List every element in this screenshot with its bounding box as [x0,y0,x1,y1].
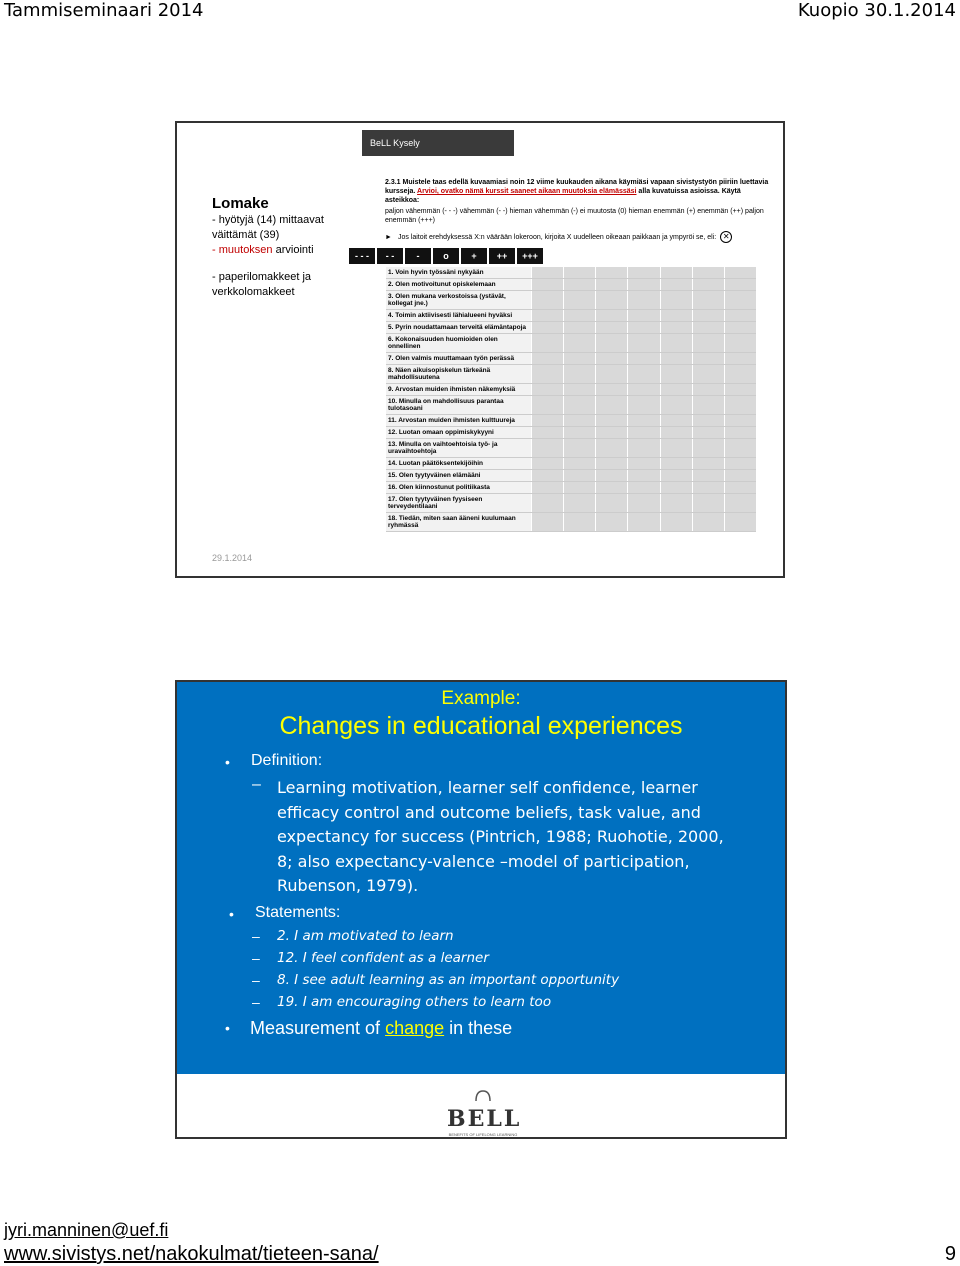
answer-cell[interactable] [724,415,756,426]
statement-item: 19. I am encouraging others to learn too [277,994,552,1010]
survey-question: 2.3.1 Muistele taas edellä kuvaamiasi noin 12 viime kuukauden aikana käymiäsi vapaan sivistystyön piiriin luettavia kursseja. Arvioi, ovatko nämä kurssit saaneet aikaan muutoksia elämässäsi alla kuvatuissa asioissa. Käytä asteikkoa: [385,179,769,204]
answer-cell[interactable] [531,482,563,493]
survey-item-row [386,334,756,353]
survey-item-row [386,482,756,494]
slide1-red-line: - muutoksen arviointi [212,244,314,256]
answer-cell[interactable] [660,470,692,481]
statement-item: 2. I am motivated to learn [277,928,454,944]
answer-cell[interactable] [563,458,595,469]
answer-cell[interactable] [627,458,659,469]
answer-cell[interactable] [692,365,724,383]
slide1-date: 29.1.2014 [212,553,253,563]
survey-items [386,267,756,532]
survey-answer-cells[interactable] [531,267,756,278]
survey-answer-cells[interactable] [531,365,756,383]
answer-cell[interactable] [627,267,659,278]
answer-cell[interactable] [724,365,756,383]
change-link: change [385,1018,445,1038]
answer-cell[interactable] [627,353,659,364]
answer-cell[interactable] [692,310,724,321]
survey-item-row [386,384,756,396]
answer-cell[interactable] [660,353,692,364]
answer-cell[interactable] [595,427,627,438]
answer-cell[interactable] [595,513,627,531]
bullet-icon: • [225,1020,230,1036]
survey-item-label: 11. Arvostan muiden ihmisten kulttuureja [386,415,531,426]
answer-cell[interactable] [531,415,563,426]
answer-cell[interactable] [660,322,692,333]
answer-cell[interactable] [627,310,659,321]
answer-cell[interactable] [724,322,756,333]
survey-answer-cells[interactable] [531,494,756,512]
answer-cell[interactable] [563,353,595,364]
answer-cell[interactable] [531,439,563,457]
answer-cell[interactable] [627,322,659,333]
answer-cell[interactable] [563,415,595,426]
statement-item: 8. I see adult learning as an important opportunity [277,972,620,988]
survey-item-label: 15. Olen tyytyväinen elämääni [386,470,531,481]
answer-cell[interactable] [595,415,627,426]
slide2-example-title: Example: [441,688,521,709]
survey-answer-cells[interactable] [531,310,756,321]
circled-x-icon: ✕ [720,231,732,243]
answer-cell[interactable] [660,458,692,469]
answer-cell[interactable] [692,513,724,531]
answer-cell[interactable] [660,415,692,426]
answer-cell[interactable] [660,384,692,395]
answer-cell[interactable] [595,353,627,364]
answer-cell[interactable] [627,365,659,383]
answer-cell[interactable] [531,291,563,309]
survey-item-label: 2. Olen motivoitunut opiskelemaan [386,279,531,290]
answer-cell[interactable] [660,267,692,278]
answer-cell[interactable] [531,322,563,333]
dash-icon: – [252,972,260,988]
scale-cell: - [405,248,431,264]
slide2-subtitle: Changes in educational experiences [279,712,683,740]
answer-cell[interactable] [692,439,724,457]
answer-cell[interactable] [724,458,756,469]
answer-cell[interactable] [692,384,724,395]
answer-cell[interactable] [724,494,756,512]
dash-icon: – [252,994,260,1010]
answer-cell[interactable] [660,482,692,493]
dash-icon: – [252,950,260,966]
answer-cell[interactable] [724,310,756,321]
answer-cell[interactable] [627,482,659,493]
answer-cell[interactable] [595,482,627,493]
survey-item-label: 5. Pyrin noudattamaan terveitä elämäntapoja [386,322,531,333]
survey-item-label: 9. Arvostan muiden ihmisten näkemyksiä [386,384,531,395]
answer-cell[interactable] [692,396,724,414]
slide2-content [177,682,785,1074]
statements-label: Statements: [255,904,341,921]
answer-cell[interactable] [724,353,756,364]
survey-scale-text: paljon vähemmän (- - -) vähemmän (- -) hieman vähemmän (-) ei muutosta (0) hieman enemmän (+) enemmän (++) paljon enemmän (+++) [385,208,764,224]
scale-cell: - - - [349,248,375,264]
answer-cell[interactable] [531,353,563,364]
answer-cell[interactable] [724,279,756,290]
scale-cell: ++ [489,248,515,264]
header-right: Kuopio 30.1.2014 [797,0,956,21]
scale-cell: + [461,248,487,264]
answer-cell[interactable] [563,513,595,531]
answer-cell[interactable] [724,267,756,278]
answer-cell[interactable] [595,267,627,278]
scale-cell: o [433,248,459,264]
answer-cell[interactable] [692,353,724,364]
survey-item-label: 17. Olen tyytyväinen fyysiseen terveydentilaani [386,494,531,512]
survey-answer-cells[interactable] [531,322,756,333]
survey-item-label: 7. Olen valmis muuttamaan työn perässä [386,353,531,364]
answer-cell[interactable] [627,439,659,457]
answer-cell[interactable] [627,470,659,481]
survey-item-row [386,458,756,470]
answer-cell[interactable] [531,267,563,278]
answer-cell[interactable] [595,470,627,481]
answer-cell[interactable] [627,427,659,438]
answer-cell[interactable] [724,427,756,438]
survey-item-label: 14. Luotan päätöksentekijöihin [386,458,531,469]
survey-item-row [386,291,756,310]
answer-cell[interactable] [531,384,563,395]
answer-cell[interactable] [627,384,659,395]
slide1-line-1: - hyötyjä (14) mittaavat väittämät (39) [212,214,324,241]
survey-item-label: 16. Olen kiinnostunut politiikasta [386,482,531,493]
answer-cell[interactable] [627,513,659,531]
answer-cell[interactable] [563,439,595,457]
answer-cell[interactable] [563,334,595,352]
slide-example [175,680,787,1139]
answer-cell[interactable] [563,384,595,395]
answer-cell[interactable] [660,310,692,321]
answer-cell[interactable] [563,470,595,481]
answer-cell[interactable] [563,267,595,278]
answer-cell[interactable] [724,439,756,457]
answer-cell[interactable] [692,458,724,469]
answer-cell[interactable] [531,427,563,438]
survey-item-row [386,427,756,439]
survey-answer-cells[interactable] [531,279,756,290]
answer-cell[interactable] [627,291,659,309]
slide1-line-2: - paperilomakkeet ja verkkolomakkeet [212,271,312,298]
measurement-text: Measurement of change in these [250,1018,513,1038]
survey-item-row [386,353,756,365]
answer-cell[interactable] [595,384,627,395]
answer-cell[interactable] [595,439,627,457]
survey-item-label: 3. Olen mukana verkostoissa (ystävät, kollegat jne.) [386,291,531,309]
survey-instruction: ► Jos laitoit erehdyksessä X:n väärään lokeroon, kirjoita X uudelleen oikeaan paikkaan ja ympyröi se, eli: ✕ [385,231,775,243]
answer-cell[interactable] [724,470,756,481]
survey-item-label: 8. Näen aikuisopiskelun tärkeänä mahdollisuutena [386,365,531,383]
survey-answer-cells[interactable] [531,353,756,364]
survey-answer-cells[interactable] [531,291,756,309]
answer-cell[interactable] [595,310,627,321]
answer-cell[interactable] [595,322,627,333]
survey-item-row [386,439,756,458]
answer-cell[interactable] [595,334,627,352]
bell-banner: BeLL Kysely [362,130,514,156]
answer-cell[interactable] [627,396,659,414]
answer-cell[interactable] [563,494,595,512]
answer-cell[interactable] [595,291,627,309]
answer-cell[interactable] [660,494,692,512]
answer-cell[interactable] [692,291,724,309]
answer-cell[interactable] [692,267,724,278]
survey-item-row [386,494,756,513]
survey-answer-cells[interactable] [531,384,756,395]
survey-answer-cells[interactable] [531,470,756,481]
survey-item-label: 4. Toimin aktiivisesti lähialueeni hyväksi [386,310,531,321]
answer-cell[interactable] [531,365,563,383]
survey-item-row [386,365,756,384]
bell-logo: BELL BENEFITS OF LIFELONG LEARNING [447,1088,519,1128]
dash-icon: – [252,776,261,793]
answer-cell[interactable] [660,279,692,290]
answer-cell[interactable] [595,494,627,512]
survey-answer-cells[interactable] [531,334,756,352]
answer-cell[interactable] [563,396,595,414]
answer-cell[interactable] [724,291,756,309]
definition-label: Definition: [251,752,323,769]
survey-item-label: 10. Minulla on mahdollisuus parantaa tulotasoani [386,396,531,414]
bell-shape-icon [468,1089,498,1101]
answer-cell[interactable] [563,291,595,309]
survey-item-label: 18. Tiedän, miten saan ääneni kuulumaan ryhmässä [386,513,531,531]
answer-cell[interactable] [531,458,563,469]
survey-item-label: 6. Kokonaisuuden huomioiden olen onnellinen [386,334,531,352]
answer-cell[interactable] [660,439,692,457]
answer-cell[interactable] [692,482,724,493]
answer-cell[interactable] [692,415,724,426]
bullet-icon: • [225,754,230,770]
answer-cell[interactable] [531,470,563,481]
survey-answer-cells[interactable] [531,396,756,414]
survey-answer-cells[interactable] [531,458,756,469]
answer-cell[interactable] [660,365,692,383]
bullet-icon: • [229,906,234,922]
survey-item-row [386,470,756,482]
survey-item-row [386,513,756,532]
scale-cell: +++ [517,248,543,264]
answer-cell[interactable] [531,279,563,290]
answer-cell[interactable] [692,427,724,438]
survey-item-label: 13. Minulla on vaihtoehtoisia työ- ja uravaihtoehtoja [386,439,531,457]
slide1-text [212,196,352,300]
survey-item-row [386,310,756,322]
survey-answer-cells[interactable] [531,513,756,531]
dash-icon: – [252,928,260,944]
survey-header [385,178,775,243]
answer-cell[interactable] [692,334,724,352]
scale-cell: - - [377,248,403,264]
slide-lomake [175,121,785,578]
answer-cell[interactable] [724,482,756,493]
answer-cell[interactable] [531,334,563,352]
answer-cell[interactable] [531,494,563,512]
answer-cell[interactable] [692,322,724,333]
page-number: 9 [944,1243,956,1265]
statement-item: 12. I feel confident as a learner [277,950,489,966]
survey-item-label: 1. Voin hyvin työssäni nykyään [386,267,531,278]
answer-cell[interactable] [660,396,692,414]
answer-cell[interactable] [660,513,692,531]
answer-cell[interactable] [531,513,563,531]
answer-cell[interactable] [724,334,756,352]
answer-cell[interactable] [563,427,595,438]
survey-item-label: 12. Luotan omaan oppimiskykyyni [386,427,531,438]
answer-cell[interactable] [627,494,659,512]
answer-cell[interactable] [724,384,756,395]
answer-cell[interactable] [627,279,659,290]
definition-text: Learning motivation, learner self confidence, learner efficacy control and outcome beliefs, task value, and expectancy for success (Pintrich, 1988; Ruohotie, 2000, 8; also expectancy-valence –model of participation, Rubenson, 1979). [277,778,724,895]
answer-cell[interactable] [563,322,595,333]
answer-cell[interactable] [627,334,659,352]
survey-scale-header [349,248,543,264]
answer-cell[interactable] [531,396,563,414]
answer-cell[interactable] [692,494,724,512]
slide1-title: Lomake [212,195,269,212]
slide1-red-word: muutoksen [218,244,273,256]
answer-cell[interactable] [627,415,659,426]
answer-cell[interactable] [595,458,627,469]
survey-answer-cells[interactable] [531,415,756,426]
answer-cell[interactable] [563,365,595,383]
answer-cell[interactable] [692,470,724,481]
answer-cell[interactable] [660,334,692,352]
survey-item-row [386,322,756,334]
survey-answer-cells[interactable] [531,439,756,457]
answer-cell[interactable] [595,396,627,414]
answer-cell[interactable] [660,427,692,438]
answer-cell[interactable] [660,291,692,309]
arrow-right-icon: ► [385,233,392,241]
header-left: Tammiseminaari 2014 [4,0,204,21]
answer-cell[interactable] [595,365,627,383]
survey-answer-cells[interactable] [531,482,756,493]
footer-email-link[interactable]: jyri.manninen@uef.fi [4,1220,169,1240]
survey-item-row [386,279,756,291]
answer-cell[interactable] [563,482,595,493]
survey-item-row [386,415,756,427]
answer-cell[interactable] [724,396,756,414]
answer-cell[interactable] [531,310,563,321]
answer-cell[interactable] [563,279,595,290]
answer-cell[interactable] [595,279,627,290]
answer-cell[interactable] [692,279,724,290]
answer-cell[interactable] [724,513,756,531]
answer-cell[interactable] [563,310,595,321]
footer-url-link[interactable]: www.sivistys.net/nakokulmat/tieteen-sana/ [4,1243,379,1265]
survey-item-row [386,396,756,415]
survey-item-row [386,267,756,279]
survey-answer-cells[interactable] [531,427,756,438]
